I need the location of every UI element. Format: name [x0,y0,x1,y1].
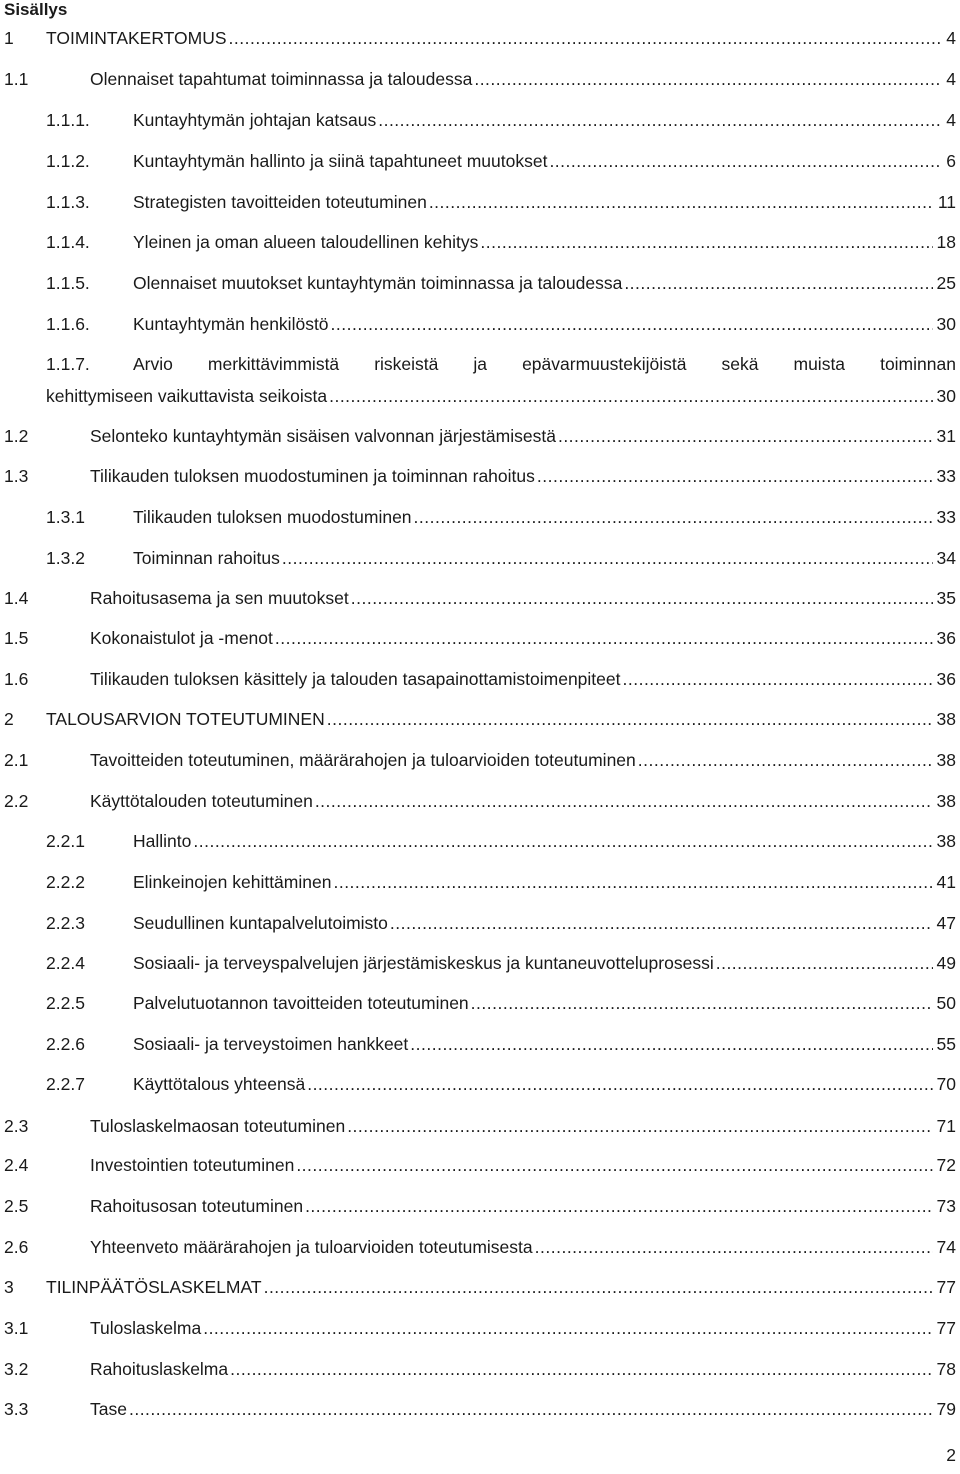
toc-entry-title: Tilikauden tuloksen käsittely ja talouden tasapainottamistoimenpiteet [90,669,621,689]
toc-entry[interactable] [0,1274,960,1300]
dot-leader [429,189,934,215]
toc-entry-number: 1.1.2. [46,151,90,171]
toc-entry-title: Toiminnan rahoitus [133,548,280,568]
toc-entry[interactable] [0,545,960,571]
toc-entry-page: 74 [936,1237,956,1257]
dot-leader [347,1113,932,1139]
toc-entry-title: Rahoituslaskelma [90,1359,229,1379]
toc-entry-number: 3.2 [4,1359,29,1379]
dot-leader [229,25,943,51]
toc-entry-title: Tilikauden tuloksen muodostuminen [133,507,412,527]
toc-entry-page: 30 [936,386,956,406]
toc-entry-page: 78 [936,1359,956,1379]
toc-entry-page: 49 [936,953,956,973]
toc-entry-number: 1.5 [4,628,29,648]
toc-entry[interactable] [0,706,960,732]
dot-leader [535,1234,933,1260]
toc-entry-page: 70 [936,1074,956,1094]
toc-entry-page: 33 [936,507,956,527]
toc-entry-title-word: sekä [721,354,759,374]
toc-entry-number: 2.3 [4,1116,29,1136]
toc-entry-page: 72 [936,1155,956,1175]
toc-entry-title: Hallinto [133,831,192,851]
dot-leader [410,1031,932,1057]
toc-entry-title: Sosiaali- ja terveystoimen hankkeet [133,1034,409,1054]
dot-leader [296,1152,932,1178]
toc-entry-page: 36 [936,628,956,648]
toc-entry-number: 2.2.6 [46,1034,85,1054]
dot-leader [307,1071,932,1097]
dot-leader [193,828,932,854]
toc-entry[interactable] [0,189,960,215]
toc-entry[interactable] [0,148,960,174]
toc-entry[interactable] [0,504,960,530]
toc-entry-page: 38 [936,750,956,770]
toc-entry-title: Yhteenveto määrärahojen ja tuloarvioiden toteutumisesta [90,1237,533,1257]
toc-entry-number: 1.1.1. [46,110,90,130]
toc-entry-title: Tuloslaskelmaosan toteutuminen [90,1116,346,1136]
toc-entry-number: 2.2.3 [46,913,85,933]
toc-entry[interactable] [0,910,960,936]
toc-entry[interactable] [0,1031,960,1057]
dot-leader [624,270,932,296]
dot-leader [264,1274,933,1300]
toc-entry-number: 2.2 [4,791,29,811]
toc-entry[interactable] [0,747,960,773]
dot-leader [327,706,933,732]
toc-entry[interactable] [0,1315,960,1341]
toc-entry-title-word: muista [793,354,846,374]
toc-entry-page: 33 [936,466,956,486]
dot-leader [282,545,933,571]
page-number: 2 [946,1445,956,1465]
toc-entry-title: Tavoitteiden toteutuminen, määrärahojen ja tuloarvioiden toteutuminen [90,750,636,770]
toc-entry[interactable] [0,463,960,489]
dot-leader [537,463,933,489]
toc-entry[interactable] [0,625,960,651]
toc-entry-page: 73 [936,1196,956,1216]
toc-entry[interactable] [0,585,960,611]
toc-entry-number: 2.2.5 [46,993,85,1013]
toc-entry-page: 35 [936,588,956,608]
toc-entry-title: TILINPÄÄTÖSLASKELMAT [46,1277,262,1297]
toc-entry[interactable] [0,788,960,814]
toc-entry-page: 38 [936,831,956,851]
toc-entry-number: 1.2 [4,426,29,446]
toc-entry[interactable] [0,25,960,51]
toc-entry[interactable] [0,990,960,1016]
toc-entry-page: 4 [946,69,956,89]
toc-entry-page: 79 [936,1399,956,1419]
dot-leader [471,990,933,1016]
toc-entry-title: Olennaiset muutokset kuntayhtymän toiminnassa ja taloudessa [133,273,623,293]
toc-entry-number: 3 [4,1277,14,1297]
dot-leader [716,950,933,976]
toc-entry-title: Olennaiset tapahtumat toiminnassa ja taloudessa [90,69,473,89]
toc-entry-number: 3.1 [4,1318,29,1338]
toc-entry-title: Elinkeinojen kehittäminen [133,872,332,892]
toc-entry-title: Tilikauden tuloksen muodostuminen ja toiminnan rahoitus [90,466,535,486]
toc-entry-title: Kuntayhtymän johtajan katsaus [133,110,377,130]
toc-entry[interactable] [0,1113,960,1139]
toc-entry[interactable] [0,950,960,976]
toc-entry-number: 2.2.1 [46,831,85,851]
toc-entry[interactable] [0,828,960,854]
dot-leader [203,1315,932,1341]
toc-entry-number: 2.2.4 [46,953,85,973]
toc-entry-page: 25 [936,273,956,293]
toc-entry-page: 31 [936,426,956,446]
toc-entry-number: 1 [4,28,14,48]
toc-entry-title: TALOUSARVION TOTEUTUMINEN [46,709,325,729]
toc-entry-page: 18 [936,232,956,252]
dot-leader [329,383,932,409]
toc-entry-title-word: ja [473,354,488,374]
toc-entry-page: 4 [946,110,956,130]
dot-leader [623,666,933,692]
toc-entry-number: 1.1.6. [46,314,90,334]
toc-entry-page: 71 [936,1116,956,1136]
toc-entry-title-word: riskeistä [374,354,439,374]
dot-leader [315,788,933,814]
toc-entry-title: Seudullinen kuntapalvelutoimisto [133,913,388,933]
dot-leader [414,504,933,530]
toc-entry[interactable] [0,66,960,92]
dot-leader [558,423,933,449]
toc-entry-number: 1.1.5. [46,273,90,293]
toc-entry-number: 1.4 [4,588,29,608]
toc-entry-page: 4 [946,28,956,48]
dot-leader [549,148,942,174]
toc-entry-title: Strategisten tavoitteiden toteutuminen [133,192,427,212]
dot-leader [230,1356,932,1382]
toc-entry[interactable] [0,229,960,255]
toc-entry-page: 41 [936,872,956,892]
toc-entry-title: Tuloslaskelma [90,1318,202,1338]
toc-entry-number: 2.4 [4,1155,29,1175]
toc-entry-title-word: Arvio [133,354,173,374]
dot-leader [378,107,942,133]
toc-entry-number: 2.2.2 [46,872,85,892]
toc-entry[interactable] [0,423,960,449]
toc-entry-number: 1.1.3. [46,192,90,212]
toc-entry-number: 1.1 [4,69,29,89]
toc-entry-page: 55 [936,1034,956,1054]
toc-entry-number: 2.1 [4,750,29,770]
toc-entry-title: Käyttötalouden toteutuminen [90,791,313,811]
toc-entry-page: 77 [936,1318,956,1338]
dot-leader [331,311,933,337]
toc-entry-page: 38 [936,709,956,729]
toc-entry-number: 2.5 [4,1196,29,1216]
dot-leader [305,1193,932,1219]
dot-leader [474,66,942,92]
dot-leader [480,229,932,255]
toc-entry-number: 1.3.2 [46,548,85,568]
toc-entry[interactable] [0,1193,960,1219]
toc-entry-title-line2: kehittymiseen vaikuttavista seikoista [46,386,328,406]
dot-leader [129,1396,933,1422]
dot-leader [275,625,933,651]
toc-entry-title: Rahoitusasema ja sen muutokset [90,588,349,608]
toc-entry-title: Tase [90,1399,127,1419]
toc-entry[interactable] [0,270,960,296]
toc-entry-title: Kokonaistulot ja -menot [90,628,273,648]
toc-entry-title: Kuntayhtymän henkilöstö [133,314,329,334]
toc-entry-page: 6 [946,151,956,171]
toc-entry[interactable] [0,107,960,133]
toc-entry-number: 2.6 [4,1237,29,1257]
toc-entry-title: Sosiaali- ja terveyspalvelujen järjestämiskeskus ja kuntaneuvotteluprosessi [133,953,714,973]
toc-entry-page: 36 [936,669,956,689]
toc-entry-page: 47 [936,913,956,933]
toc-entry-page: 30 [936,314,956,334]
toc-entry[interactable] [0,1152,960,1178]
toc-entry-number: 2 [4,709,14,729]
toc-entry[interactable] [0,351,960,413]
toc-entry-number: 3.3 [4,1399,29,1419]
toc-entry-title: Selonteko kuntayhtymän sisäisen valvonnan järjestämisestä [90,426,556,446]
toc-entry-title: Palvelutuotannon tavoitteiden toteutuminen [133,993,469,1013]
toc-entry-title: TOIMINTAKERTOMUS [46,28,227,48]
toc-entry-page: 34 [936,548,956,568]
toc-entry[interactable] [0,666,960,692]
toc-entry-page: 50 [936,993,956,1013]
toc-entry-title-line1 [133,351,956,377]
toc-entry-title: Käyttötalous yhteensä [133,1074,306,1094]
toc-entry[interactable] [0,1356,960,1382]
toc-entry-number: 2.2.7 [46,1074,85,1094]
toc-entry-page: 38 [936,791,956,811]
toc-entry-number: 1.3 [4,466,29,486]
toc-entry[interactable] [0,1071,960,1097]
toc-entry-title: Investointien toteutuminen [90,1155,295,1175]
toc-entry-title: Kuntayhtymän hallinto ja siinä tapahtuneet muutokset [133,151,548,171]
toc-entry-title-word: toiminnan [880,354,956,374]
toc-entry-title: Rahoitusosan toteutuminen [90,1196,304,1216]
toc-entry[interactable] [0,869,960,895]
toc-entry-number: 1.3.1 [46,507,85,527]
toc-entry-page: 77 [936,1277,956,1297]
toc-entry-number: 1.1.4. [46,232,90,252]
toc-entry-number: 1.1.7. [46,354,90,374]
toc-entry-title-word: epävarmuustekijöistä [522,354,687,374]
dot-leader [390,910,933,936]
dot-leader [638,747,933,773]
toc-entry[interactable] [0,1234,960,1260]
toc-entry-title-word: merkittävimmistä [207,354,340,374]
toc-entry-title: Yleinen ja oman alueen taloudellinen kehitys [133,232,479,252]
toc-entry[interactable] [0,311,960,337]
toc-entry-page: 11 [937,192,956,212]
dot-leader [351,585,933,611]
toc-entry-number: 1.6 [4,669,29,689]
toc-heading: Sisällys [4,0,68,19]
toc-entry[interactable] [0,1396,960,1422]
dot-leader [333,869,932,895]
